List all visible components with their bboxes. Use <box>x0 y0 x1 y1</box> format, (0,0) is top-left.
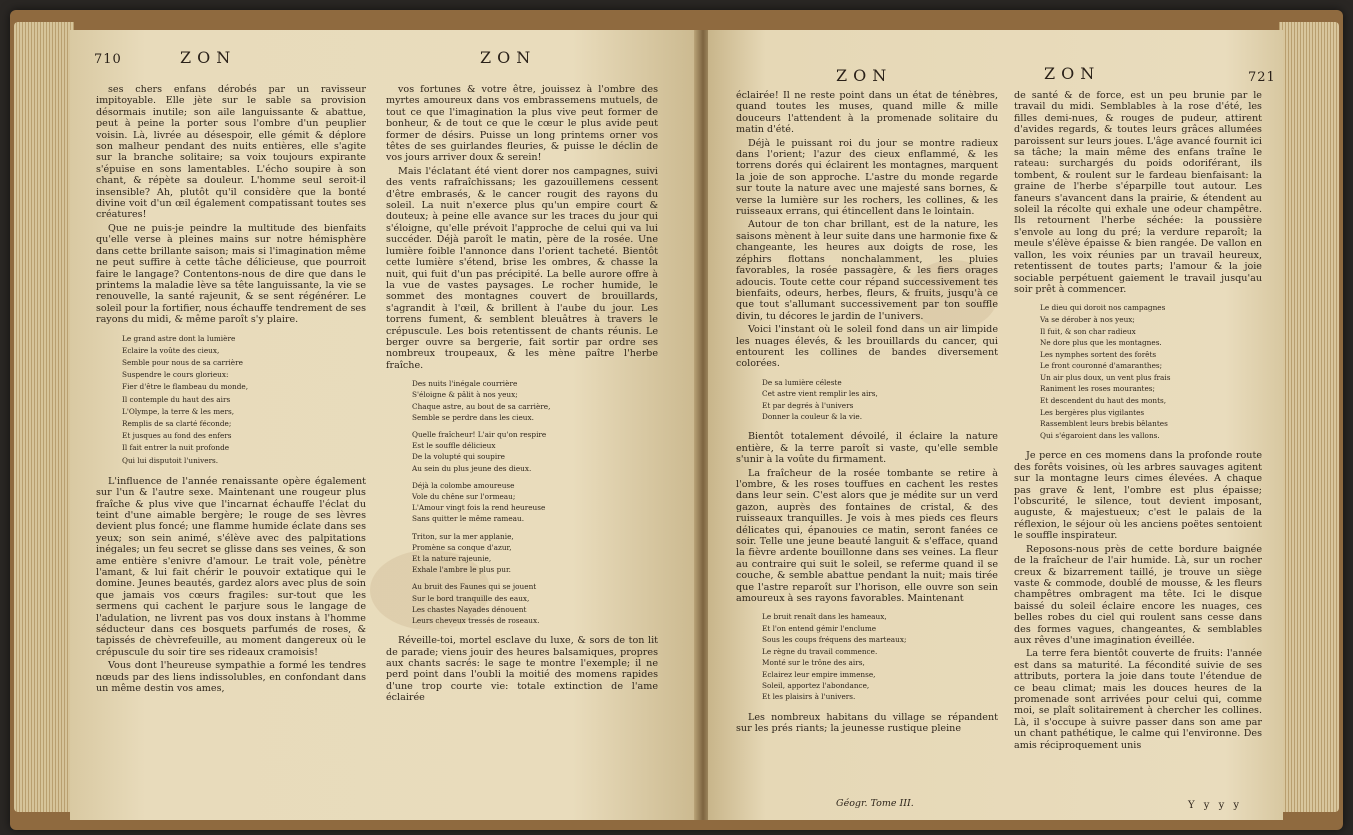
poem <box>736 377 998 423</box>
page-number: 721 <box>1248 70 1276 85</box>
text-column-1 <box>96 84 366 696</box>
text-column-2 <box>386 84 658 706</box>
left-page <box>70 30 698 820</box>
paragraph: ses chers enfans dérobés par un ravisseur impitoyable. Elle jète sur le sable sa provision désormais inutile; son aile languissante & abattue, peut à peine la porter sous l'ombre d'un peuplier voisin. Là, livrée au désespoir, elle gémit & déplore son malheur pendant des nuits entières, elle s'agite sur la branche solitaire; sa voix toujours expirante s'épuise en sons lamentables. L'écho soupire à son chant, & répète sa douleur. L'homme seul seroit-il insensible? Ah, plutôt qu'il considère que la bonté divine voit d'un œil également compatissant toutes ses créatures! <box>96 84 366 221</box>
poem-line: Il contemple du haut des airs <box>122 394 231 404</box>
poem-line: Semble se perdre dans les cieux. <box>412 412 534 422</box>
page-footer: Géogr. Tome III. <box>836 798 914 809</box>
poem-line: Monté sur le trône des airs, <box>762 658 865 668</box>
poem-line: Déjà la colombe amoureuse <box>412 480 515 490</box>
poem-line: Va se dérober à nos yeux; <box>1040 314 1135 324</box>
poem-line: De sa lumière céleste <box>762 377 842 387</box>
paragraph: Les nombreux habitans du village se répandent sur les prés riants; la jeunesse rustique pleine <box>736 711 998 735</box>
poem-line: Le dieu qui doroit nos campagnes <box>1040 303 1166 313</box>
paragraph: Voici l'instant où le soleil fond dans un air limpide les nuages élevés, & les brouillards du cancer, qui entourent les collines de bandes diversement colorées. <box>736 324 998 370</box>
page-edges-left <box>14 22 74 812</box>
poem-line: Et l'on entend gémir l'enclume <box>762 623 877 633</box>
poem-line: Sous les coups fréquens des marteaux; <box>762 635 907 645</box>
running-head: ZON <box>1044 64 1101 83</box>
poem-line: Les chastes Nayades dénouent <box>412 604 527 614</box>
poem-line: Le front couronné d'amaranthes; <box>1040 361 1163 371</box>
running-head: ZON <box>480 48 537 67</box>
poem-line: Un air plus doux, un vent plus frais <box>1040 372 1171 382</box>
poem-line: Au bruit des Faunes qui se jouent <box>412 582 537 592</box>
poem-line: Eclairez leur empire immense, <box>762 669 876 679</box>
poem-line: S'éloigne & pâlit à nos yeux; <box>412 390 518 400</box>
poem-line: Sur le bord tranquille des eaux, <box>412 593 530 603</box>
poem-line: L'Amour vingt fois la rend heureuse <box>412 503 546 513</box>
poem-line: Cet astre vient remplir les airs, <box>762 389 878 399</box>
text-column-1 <box>736 90 998 737</box>
poem-line: Il fait entrer la nuit profonde <box>122 443 230 453</box>
poem-line: Ne dore plus que les montagnes. <box>1040 338 1162 348</box>
poem-line: Soleil, apportez l'abondance, <box>762 680 870 690</box>
paragraph: Bientôt totalement dévoilé, il éclaire la nature entière, & la terre paroît si vaste, qu'elle semble s'unir à la voûte du firmament. <box>736 431 998 466</box>
poem-line: Donner la couleur & la vie. <box>762 411 863 421</box>
poem-line: Le grand astre dont la lumière <box>122 333 236 343</box>
poem-line: Exhale l'ambre le plus pur. <box>412 565 511 575</box>
poem <box>1014 302 1262 441</box>
poem-line: Qui lui disputoit l'univers. <box>122 455 219 465</box>
signature-mark: Y y y y <box>1188 800 1243 811</box>
poem-line: Et la nature rajeunie, <box>412 554 492 563</box>
poem-line: Il fuit, & son char radieux <box>1040 326 1136 336</box>
poem-line: Chaque astre, au bout de sa carrière, <box>412 401 551 411</box>
poem-line: De la volupté qui soupire <box>412 452 505 462</box>
poem-line: Remplis de sa clarté féconde; <box>122 418 232 428</box>
paragraph: vos fortunes & votre être, jouissez à l'ombre des myrtes amoureux dans vos embrassemens mutuels, de tout ce que l'imagination la plus vive peut former de bonheur, & de tout ce que le cœur le plus avide peut former de désirs. Puisse un long printems orner vos têtes de ses guirlandes fleuries, & puisse le déclin de vos jours arriver doux & serein! <box>386 84 658 164</box>
paragraph: Mais l'éclatant été vient dorer nos campagnes, suivi des vents rafraîchissans; les gazouillemens cessent d'être embrasés, & le cancer rougit des rayons du soleil. La nuit n'exerce plus qu'un empire court & douteux; à peine elle avance sur les traces du jour qui s'éloigne, qu'elle prévoit l'approche de celui qui va lui succéder. Déjà paroît le matin, père de la rosée. Une lumière foible l'annonce dans l'orient tacheté. Bientôt cette lumière s'étend, brise les ombres, & chasse la nuit, qui fuit d'un pas précipité. La belle aurore offre à la vue de vastes paysages. Le rocher humide, le sommet des montagnes couvert de brouillards, s'agrandit à l'œil, & brillent à l'aube du jour. Les torrens fument, & semblent bleuâtres à travers le crépuscule. Les bois retentissent de chants réunis. Le berger ouvre sa bergerie, fait sortir par ordre ses nombreux troupeaux, & les mène paître l'herbe fraîche. <box>386 165 658 371</box>
poem-line: Eclaire la voûte des cieux, <box>122 345 220 355</box>
paragraph: La terre fera bientôt couverte de fruits: l'année est dans sa maturité. La fécondité suivie de ses attributs, portera la joie dans toute l'étendue de ce beau climat; mais les douces heures de la promenade sont arrivées pour celui qui, comme moi, se plaît solitairement à chercher les collines. Là, il s'occupe à suivre passer dans son ame par un chant pathétique, le calme qui l'environne. Des amis réciproquement unis <box>1014 648 1262 751</box>
poem-line: Sans quitter le même rameau. <box>412 514 525 524</box>
poem-line: Est le souffle délicieux <box>412 441 496 451</box>
poem-line: Promène sa conque d'azur, <box>412 542 512 552</box>
paragraph: Je perce en ces momens dans la profonde route des forêts voisines, où les arbres sauvages agitent sur la montagne leurs cimes élevées. A chaque pas grave & lent, l'ombre est plus épaisse; l'obscurité, le silence, tout devient imposant, auguste, & majestueux; c'est le palais de la réflexion, le séjour où les anciens poëtes sentoient le souffle inspirateur. <box>1014 450 1262 542</box>
paragraph: éclairée! Il ne reste point dans un état de ténèbres, quand toutes les muses, quand mille & mille douceurs l'attendent à la promenade solitaire du matin d'été. <box>736 90 998 136</box>
running-head: ZON <box>836 66 893 85</box>
page-edges-right <box>1279 22 1339 812</box>
poem-line: Au sein du plus jeune des dieux. <box>412 463 532 473</box>
poem-line: Vole du chêne sur l'ormeau; <box>412 491 516 501</box>
poem-line: Le règne du travail commence. <box>762 646 878 656</box>
poem-line: Suspendre le cours glorieux: <box>122 370 229 380</box>
poem-line: Et les plaisirs à l'univers. <box>762 692 856 702</box>
page-number: 710 <box>94 52 122 67</box>
paragraph: Reposons-nous près de cette bordure baignée de la fraîcheur de l'air humide. Là, sur un rocher creux & bizarrement taillé, je trouve un siège vaste & commode, doublé de mousse, & les fleurs champêtres ombragent ma tête. Ici le disque baissé du soleil éclaire encore les nuages, ces belles robes du ciel qui roulent sans cesse dans des formes vagues, changeantes, & semblables aux rêves d'une imagination éveillée. <box>1014 543 1262 646</box>
running-head: ZON <box>180 48 237 67</box>
poem <box>96 333 366 467</box>
poem-line: Et par degrés à l'univers <box>762 400 854 410</box>
paragraph: La fraîcheur de la rosée tombante se retire à l'ombre, & les roses touffues en cachent les restes dans leur sein. C'est alors que je médite sur un verd gazon, auprès des fontaines de cristal, & des ruisseaux tranquilles. Je vois à mes pieds ces fleurs délicates qui, épanouies ce matin, seront fanées ce soir. Telle une jeune beauté languit & s'efface, quand la fièvre ardente bouillonne dans ses veines. La fleur au contraire qui suit le soleil, se referme quand il se couche, & semble abattue pendant la nuit; mais tirée que l'astre reparoît sur l'horison, elle ouvre son sein amoureux à ses rayons favorables. Maintenant <box>736 467 998 605</box>
poem-line: Triton, sur la mer applanie, <box>412 531 514 541</box>
paragraph: Que ne puis-je peindre la multitude des bienfaits qu'elle verse à pleines mains sur notre hémisphère dans cette brillante saison; mais si l'imagination même ne peut suffire à cette tâche délicieuse, que pourroit faire le langage? Contentons-nous de dire que dans le printems la maladie lève sa tête languissante, la vie se renouvelle, la santé rajeunit, & se sent régénérer. Le soleil pour la fortifier, nous échauffe tendrement de ses rayons du midi, & même paroît s'y plaire. <box>96 222 366 326</box>
text-column-2 <box>1014 90 1262 753</box>
poem-line: Des nuits l'inégale courrière <box>412 379 518 389</box>
poem-line: Fier d'être le flambeau du monde, <box>122 382 249 392</box>
paragraph: Autour de ton char brillant, est de la nature, les saisons mènent à leur suite dans une harmonie fixe & changeante, les heures aux doigts de rose, les zéphirs flottans nonchalamment, les pluies favorables, la rosée passagère, & les fiers orages adoucis. Toute cette cour répand successivement tes bienfaits, odeurs, herbes, fleurs, & fruits, jusqu'à ce que tout s'allumant successivement par ton souffle divin, tu décores le jardin de l'univers. <box>736 219 998 322</box>
right-page <box>708 30 1283 820</box>
poem-line: Rassemblent leurs brebis bêlantes <box>1040 419 1168 429</box>
poem <box>386 378 658 626</box>
poem-line: Raniment les roses mourantes; <box>1040 384 1155 394</box>
poem-line: L'Olympe, la terre & les mers, <box>122 406 235 416</box>
poem-line: Le bruit renaît dans les hameaux, <box>762 612 887 622</box>
paragraph: L'influence de l'année renaissante opère également sur l'un & l'autre sexe. Maintenant une rougeur plus fraîche & plus vive que l'incarnat échauffe l'éclat du teint d'une aimable bergère; le rouge de ses lèvres devient plus foncé; une flamme humide éclate dans ses yeux; son sein animé, s'élève avec des palpitations inégales; un feu secret se glisse dans ses veines, & son ame entière s'enivre d'amour. Le trait vole, pénètre l'amant, & lui fait chérir le pouvoir extatique qui le domine. Jeunes beautés, gardez alors avec plus de soin que jamais vos cœurs fragiles: sur-tout que les sermens qui cachent le parjure sous le langage de l'adulation, ne livrent pas vos doux instans à l'homme séducteur dans ces bosquets parfumés de roses, & tapissés de chèvrefeuille, au moment dangereux où le crépuscule du soir tire ses rideaux cramoisis! <box>96 475 366 658</box>
poem-line: Leurs cheveux tressés de roseaux. <box>412 616 540 626</box>
poem-line: Les bergères plus vigilantes <box>1040 407 1145 417</box>
poem-line: Les nymphes sortent des forêts <box>1040 349 1157 359</box>
poem-line: Semble pour nous de sa carrière <box>122 357 243 367</box>
poem <box>736 611 998 702</box>
poem-line: Qui s'égaroient dans les vallons. <box>1040 430 1160 440</box>
paragraph: Déjà le puissant roi du jour se montre radieux dans l'orient; l'azur des cieux enflammé, & les torrens dorés qui éclairent les montagnes, marquent la joie de son approche. L'astre du monde regarde sur toute la nature avec une majesté sans bornes, & verse la lumière sur les rochers, les collines, & les ruisseaux errans, qui étincellent dans le lointain. <box>736 137 998 218</box>
paragraph: Vous dont l'heureuse sympathie a formé les tendres nœuds par des liens indissolubles, en confondant dans un même destin vos ames, <box>96 660 366 695</box>
poem-line: Et descendent du haut des monts, <box>1040 396 1167 406</box>
poem-line: Et jusques au fond des enfers <box>122 431 232 441</box>
paragraph: de santé & de force, est un peu brunie par le travail du midi. Semblables à la rose d'été, les filles demi-nues, & rouges de pudeur, attirent d'avides regards, & toutes leurs grâces allumées paroissent sur leurs joues. L'âge avancé fournit ici sa tâche; la main même des enfans traîne le rateau: surchargés du poids odoriférant, ils tombent, & roulent sur le fardeau bienfaisant: la graine de l'herbe s'éparpille tout autour. Les faneurs s'avancent dans la prairie, & étendent au soleil la récolte qui exhale une odeur champêtre. Ils retournent l'herbe séchée: la poussière s'envole au long du pré; la verdure reparoît; la meule s'élève épaisse & bien rangée. De vallon en vallon, les voix réunies par un travail heureux, retentissent de toutes parts; l'amour & la joie sociable perpétuent gaiement le travail jusqu'au soir prêt à commencer. <box>1014 90 1262 295</box>
paragraph: Réveille-toi, mortel esclave du luxe, & sors de ton lit de parade; viens jouir des heures balsamiques, propres aux chants sacrés: le sage te montre l'exemple; il ne perd point dans l'oubli la moitié des momens rapides d'une trop courte vie: totale extinction de l'ame éclairée <box>386 635 658 704</box>
poem-line: Quelle fraîcheur! L'air qu'on respire <box>412 429 547 439</box>
